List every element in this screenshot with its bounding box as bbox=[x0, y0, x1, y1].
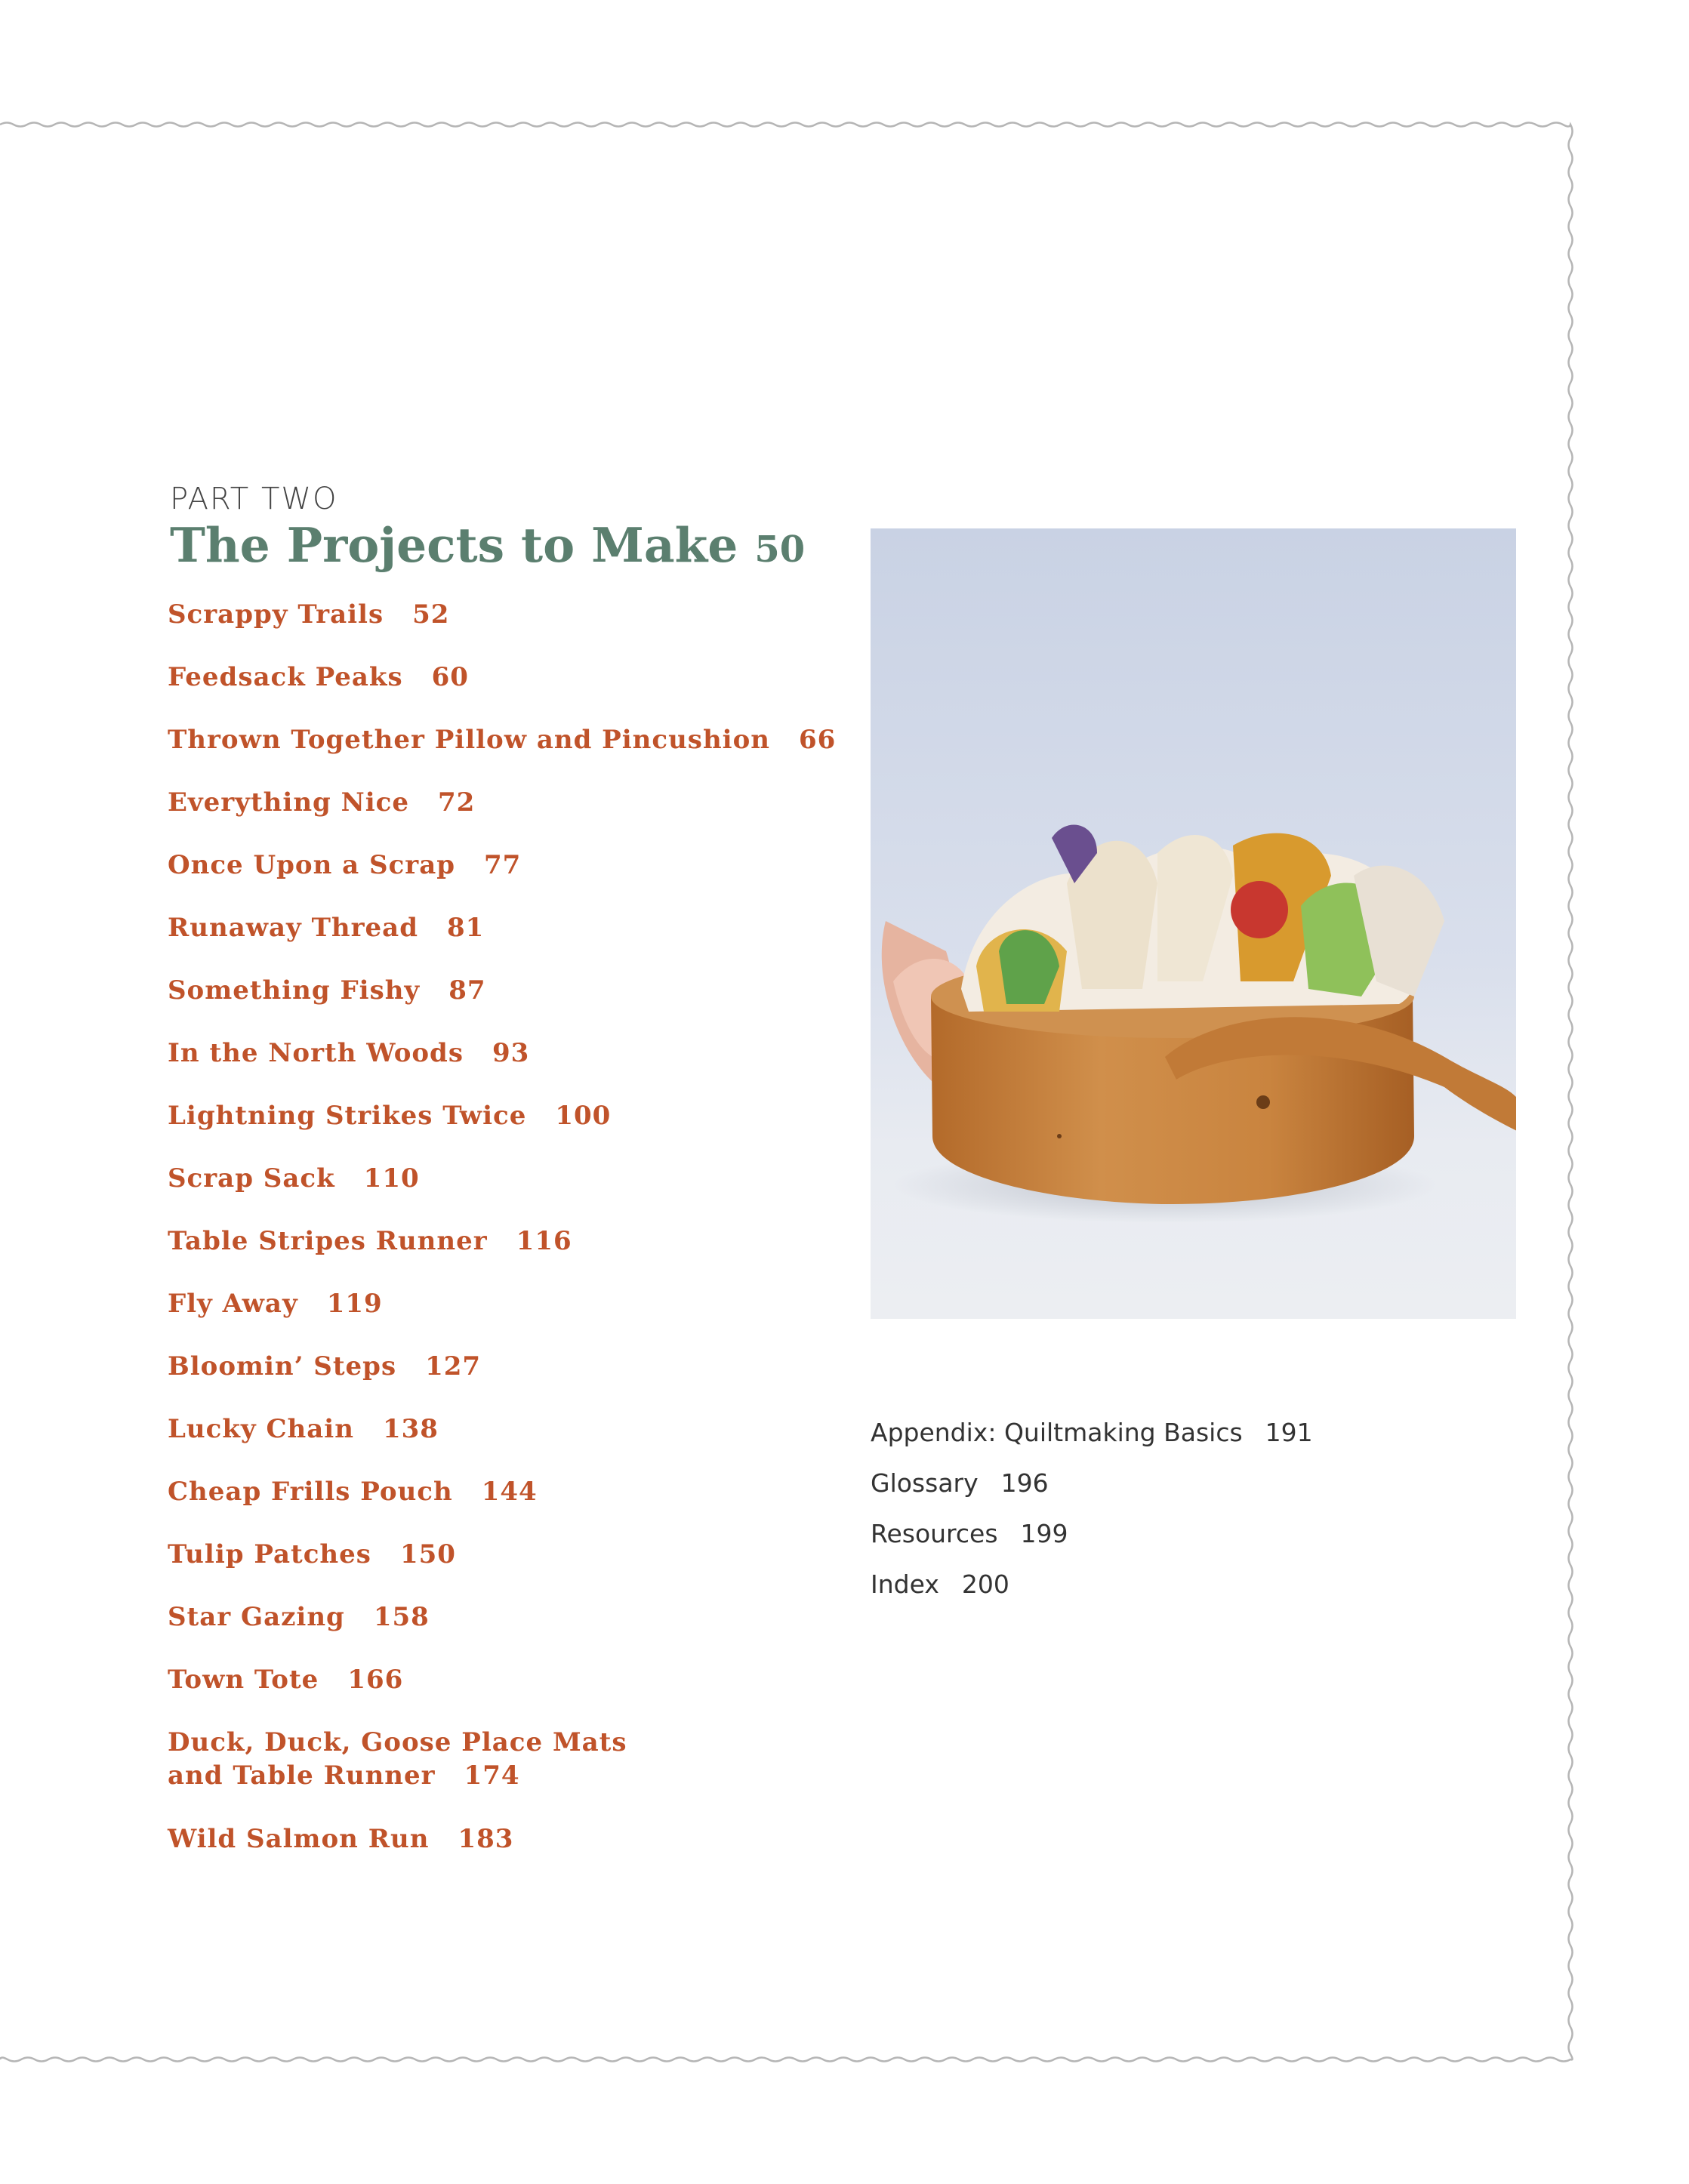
toc-entry-page: 116 bbox=[516, 1226, 572, 1256]
appendix-entry[interactable] bbox=[871, 1468, 1313, 1519]
toc-entry[interactable] bbox=[168, 1538, 836, 1600]
toc-entry-page: 127 bbox=[425, 1351, 482, 1382]
toc-entry-title: Scrap Sack bbox=[168, 1163, 335, 1194]
toc-entry-page: 81 bbox=[447, 913, 485, 943]
red-flower-fabric bbox=[1231, 881, 1288, 938]
toc-entry[interactable] bbox=[168, 1224, 836, 1287]
toc-entry[interactable] bbox=[168, 849, 836, 911]
toc-entry-title: Tulip Patches bbox=[168, 1539, 371, 1569]
section-title[interactable] bbox=[170, 517, 805, 573]
toc-entry-title: Feedsack Peaks bbox=[168, 662, 403, 692]
appendix-entry-page: 191 bbox=[1265, 1418, 1313, 1447]
wood-knot bbox=[1057, 1134, 1062, 1138]
toc-entry[interactable] bbox=[168, 1726, 836, 1822]
appendix-entry[interactable] bbox=[871, 1519, 1313, 1569]
toc-entry-title: Lucky Chain bbox=[168, 1414, 354, 1444]
toc-entry[interactable] bbox=[168, 1287, 836, 1350]
project-list bbox=[168, 598, 836, 1885]
toc-entry-page: 60 bbox=[431, 662, 469, 692]
toc-entry-page: 52 bbox=[412, 599, 450, 630]
toc-entry-page: 72 bbox=[437, 787, 476, 818]
toc-entry-title: Something Fishy bbox=[168, 975, 421, 1006]
toc-entry-title: Duck, Duck, Goose Place Mats bbox=[168, 1727, 627, 1757]
appendix-entry-page: 200 bbox=[961, 1569, 1009, 1599]
toc-entry-page: 93 bbox=[492, 1038, 530, 1068]
appendix-entry-title: Appendix: Quiltmaking Basics bbox=[871, 1418, 1243, 1447]
toc-entry-title: and Table Runner bbox=[168, 1760, 436, 1791]
toc-entry-title: Lightning Strikes Twice bbox=[168, 1101, 527, 1131]
toc-entry[interactable] bbox=[168, 1822, 836, 1885]
toc-entry-page: 144 bbox=[481, 1477, 538, 1507]
toc-entry-title: Runaway Thread bbox=[168, 913, 418, 943]
toc-entry-page: 150 bbox=[399, 1539, 456, 1569]
toc-entry[interactable] bbox=[168, 974, 836, 1037]
part-label: PART TWO bbox=[170, 482, 338, 516]
toc-entry[interactable] bbox=[168, 661, 836, 723]
toc-entry-page: 166 bbox=[347, 1665, 404, 1695]
toc-entry-title: Wild Salmon Run bbox=[168, 1824, 430, 1854]
appendix-list bbox=[871, 1418, 1313, 1620]
appendix-entry-page: 196 bbox=[1000, 1468, 1049, 1498]
toc-entry[interactable] bbox=[168, 911, 836, 974]
toc-entry-page: 158 bbox=[373, 1602, 430, 1632]
toc-entry-title: Cheap Frills Pouch bbox=[168, 1477, 453, 1507]
appendix-entry[interactable] bbox=[871, 1418, 1313, 1468]
toc-entry[interactable] bbox=[168, 1600, 836, 1663]
appendix-entry[interactable] bbox=[871, 1569, 1313, 1620]
toc-entry[interactable] bbox=[168, 1350, 836, 1412]
toc-entry[interactable] bbox=[168, 1037, 836, 1099]
toc-entry-title: Star Gazing bbox=[168, 1602, 345, 1632]
toc-entry-title: Scrappy Trails bbox=[168, 599, 384, 630]
section-title-text: The Projects to Make bbox=[170, 517, 738, 573]
toc-entry-page: 100 bbox=[555, 1101, 612, 1131]
toc-entry[interactable] bbox=[168, 1412, 836, 1475]
toc-entry-title: In the North Woods bbox=[168, 1038, 464, 1068]
section-title-page: 50 bbox=[754, 528, 806, 571]
toc-entry-title: Table Stripes Runner bbox=[168, 1226, 488, 1256]
toc-entry[interactable] bbox=[168, 1663, 836, 1726]
photo-fabric-scraps-basket bbox=[871, 528, 1516, 1319]
toc-entry[interactable] bbox=[168, 786, 836, 849]
toc-entry-page: 110 bbox=[363, 1163, 420, 1194]
toc-entry-page: 119 bbox=[326, 1289, 383, 1319]
toc-entry-page: 174 bbox=[464, 1760, 520, 1791]
toc-entry-title: Once Upon a Scrap bbox=[168, 850, 456, 880]
toc-entry-page: 183 bbox=[458, 1824, 514, 1854]
toc-entry[interactable] bbox=[168, 1162, 836, 1224]
toc-entry[interactable] bbox=[168, 1475, 836, 1538]
toc-entry-page: 66 bbox=[798, 725, 837, 755]
toc-entry-title: Thrown Together Pillow and Pincushion bbox=[168, 725, 770, 755]
toc-entry[interactable] bbox=[168, 1099, 836, 1162]
toc-entry-page: 138 bbox=[382, 1414, 439, 1444]
toc-entry[interactable] bbox=[168, 598, 836, 661]
handle-rivet bbox=[1256, 1095, 1270, 1109]
appendix-entry-title: Glossary bbox=[871, 1468, 979, 1498]
appendix-entry-title: Resources bbox=[871, 1519, 998, 1548]
toc-entry-page: 77 bbox=[484, 850, 522, 880]
toc-entry-title: Fly Away bbox=[168, 1289, 298, 1319]
appendix-entry-title: Index bbox=[871, 1569, 939, 1599]
toc-entry-title: Bloomin’ Steps bbox=[168, 1351, 397, 1382]
toc-entry-title: Town Tote bbox=[168, 1665, 319, 1695]
toc-entry[interactable] bbox=[168, 723, 836, 786]
toc-entry-title: Everything Nice bbox=[168, 787, 409, 818]
basket-illustration bbox=[871, 528, 1516, 1319]
appendix-entry-page: 199 bbox=[1020, 1519, 1068, 1548]
toc-entry-page: 87 bbox=[448, 975, 486, 1006]
